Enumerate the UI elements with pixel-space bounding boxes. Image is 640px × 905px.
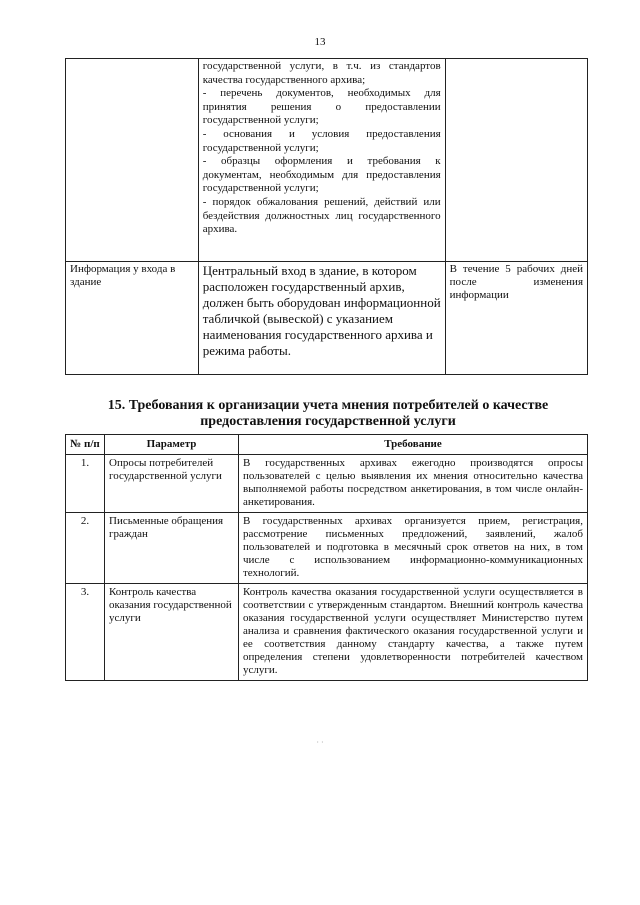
row-param: Опросы потребителей государственной услуги [105,455,239,513]
table-cell-empty [445,59,587,262]
page-number: 13 [314,36,326,48]
footer-dots: · · [316,738,324,747]
list-item: - основания и условия предоставления государственной услуги; [202,127,441,154]
table-row [66,513,588,584]
table-cell-list [198,59,445,262]
row-num: 3. [66,584,105,681]
row-param: Письменные обращения граждан [105,513,239,584]
row-requirement: В государственных архивах ежегодно производятся опросы пользователей с целью выявления их мнения относительно качества выполняемой работы посредством анкетирования, в том числе онлайн-анкетирования. [239,455,588,513]
row-requirement: В государственных архивах организуется прием, регистрация, рассмотрение письменных предложений, заявлений, жалоб пользователей и подготовка в месячный срок ответов на них, в том числе с использованием информационно-коммуникационных технологий. [239,513,588,584]
row-num: 1. [66,455,105,513]
table-header-row [66,435,588,455]
header-num: № п/п [66,435,105,455]
row-num: 2. [66,513,105,584]
table-row [66,584,588,681]
continuation-table [65,58,588,375]
requirements-table [65,434,588,681]
list-item: государственной услуги, в т.ч. из стандартов качества государственного архива; [202,60,441,86]
table-cell-requirement: Центральный вход в здание, в котором расположен государственный архив, должен быть оборудован информационной табличкой (вывеской) с указанием наименования государственного архива и режима работы. [198,262,445,375]
table-row [66,455,588,513]
header-param: Параметр [105,435,239,455]
table-cell-empty [66,59,199,262]
row-requirement: Контроль качества оказания государственной услуги осуществляется в соответствии с утвержденным стандартом. Внешний контроль качества оказания государственной услуги осуществляет Министерство путем анализа и сравнения фактического оказания государственной услуги и ее соответствия данному стандарту качества, а также путем определения степени удовлетворенности потребителей качеством услуги. [239,584,588,681]
table-cell-param: Информация у входа в здание [66,262,199,375]
table-row [66,59,588,262]
table-row [66,262,588,375]
section-heading: 15. Требования к организации учета мнения потребителей о качестве предоставления государственной услуги [107,398,549,429]
row-param: Контроль качества оказания государственной услуги [105,584,239,681]
header-requirement: Требование [239,435,588,455]
list-item: - перечень документов, необходимых для принятия решения о предоставлении государственной услуги; [202,87,441,127]
table-cell-deadline: В течение 5 рабочих дней после изменения информации [445,262,587,375]
list-item: - образцы оформления и требования к документам, необходимым для предоставления государственной услуги; [202,155,441,195]
list-item: - порядок обжалования решений, действий или бездействия должностных лиц государственного архива. [202,195,441,236]
